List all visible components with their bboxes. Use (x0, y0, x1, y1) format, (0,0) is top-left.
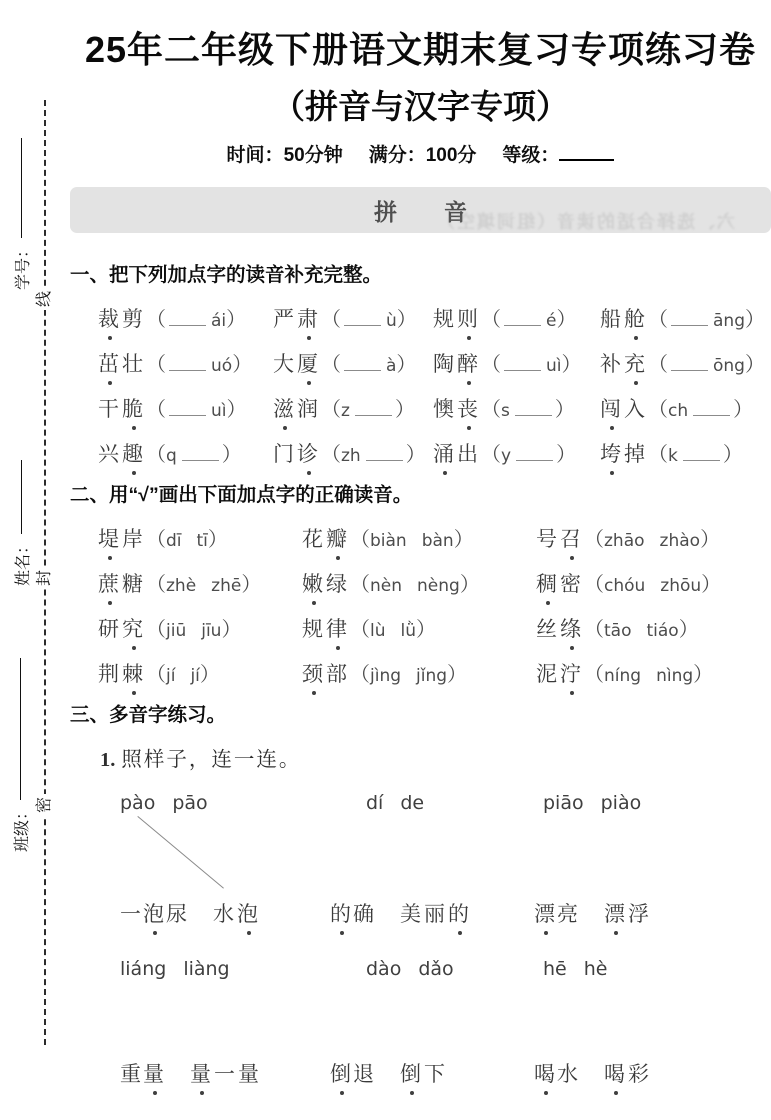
pinyin-answer-group: （zh ） (321, 444, 426, 466)
pinyin-initial: z (341, 401, 350, 421)
char: 部 (326, 661, 350, 686)
seal-char-mi: 密 (34, 794, 56, 816)
word (302, 613, 350, 643)
pinyin-answer-group: （ ōng） (648, 354, 765, 376)
dotted-char: 量 (190, 1058, 214, 1088)
pinyin-option: pào (120, 792, 156, 814)
word (120, 1062, 166, 1086)
seal-char-xian: 线 (34, 288, 56, 310)
section-banner (70, 187, 771, 233)
word (302, 523, 350, 553)
char: 密 (560, 571, 584, 596)
pinyin-fill-item (600, 385, 771, 430)
word (600, 393, 648, 423)
pinyin-option: nèn (370, 576, 403, 596)
word (330, 1062, 376, 1086)
pinyin-answer-group: （ āng） (648, 309, 765, 331)
section-one-grid (70, 295, 771, 475)
pinyin-option: lù (370, 621, 386, 641)
section-two-heading: 二、用“√”画出下面加点字的正确读音。 (70, 484, 413, 506)
pinyin-final: é (546, 311, 557, 331)
char: 美 (400, 902, 424, 926)
char: 兴 (98, 441, 122, 466)
section-two-grid (70, 515, 771, 695)
student-id-field (10, 120, 32, 290)
pinyin-choice-item (98, 560, 302, 605)
pinyin-choice-item (536, 650, 771, 695)
student-id-blank (21, 138, 22, 238)
pinyin-fill-item (433, 430, 600, 475)
class-field (9, 640, 31, 852)
word (98, 303, 146, 333)
word (273, 393, 321, 423)
pinyin-option: jìng (370, 666, 402, 686)
pinyin-initial: y (501, 446, 512, 466)
pinyin-fill-item (273, 295, 433, 340)
pinyin-option: dí (366, 792, 384, 814)
pinyin-choice-item (536, 605, 771, 650)
pinyin-option: jí (190, 666, 200, 686)
char: 绿 (326, 571, 350, 596)
dotted-char: 肃 (297, 303, 321, 333)
dotted-char: 滋 (273, 393, 297, 423)
pinyin-option: zhāo (604, 531, 645, 551)
pinyin-answer-group: （ uì） (146, 399, 247, 421)
char: 船 (600, 306, 624, 331)
seal-char-feng: 封 (34, 567, 56, 589)
char: 重 (120, 1062, 143, 1086)
word-pair (330, 1058, 448, 1088)
char: 水 (213, 902, 237, 926)
answer-blank (671, 313, 708, 326)
char: 岸 (122, 526, 146, 551)
pinyin-answer-group: （ ù） (321, 309, 417, 331)
dotted-char: 堤 (98, 523, 122, 553)
dotted-char: 绦 (560, 613, 584, 643)
dotted-char: 醉 (457, 348, 481, 378)
pinyin-choice-item (98, 515, 302, 560)
example-connector-line (137, 816, 224, 889)
pinyin-option: hē (543, 958, 567, 980)
answer-blank (693, 403, 730, 416)
dotted-char: 则 (457, 303, 481, 333)
pinyin-option: tiáo (646, 621, 679, 641)
dotted-char: 脆 (122, 393, 146, 423)
word (600, 348, 648, 378)
pinyin-option: zhē (211, 576, 242, 596)
pinyin-fill-item (98, 295, 273, 340)
pinyin-option: tī (196, 531, 208, 551)
word (302, 658, 350, 688)
pinyin-options-group: （tāo tiáo） (584, 619, 699, 641)
char: 大 (273, 351, 297, 376)
word (534, 1062, 580, 1086)
grade-blank (559, 157, 614, 161)
pinyin-options-group: （níng nìng） (584, 664, 714, 686)
dotted-char: 律 (326, 613, 350, 643)
dotted-char: 瓣 (326, 523, 350, 553)
word (273, 438, 321, 468)
char: 量 (238, 1062, 262, 1086)
char: 水 (557, 1062, 580, 1086)
char: 润 (297, 396, 321, 421)
pinyin-options-group: （zhāo zhào） (584, 529, 721, 551)
dotted-char: 涌 (433, 438, 457, 468)
pinyin-option: pāo (172, 792, 208, 814)
dotted-char: 究 (122, 613, 146, 643)
pinyin-option: liáng (120, 958, 167, 980)
pinyin-pair (120, 792, 208, 814)
char: 出 (457, 441, 481, 466)
word (98, 438, 146, 468)
dotted-char: 舱 (624, 303, 648, 333)
word-pair (120, 898, 261, 928)
char: 研 (98, 616, 122, 641)
pinyin-option: hè (583, 958, 608, 980)
pinyin-fill-item (273, 385, 433, 430)
subtask-label: 照样子，连一连。 (121, 749, 302, 771)
char: 一 (214, 1062, 238, 1086)
char: 掉 (624, 441, 648, 466)
word (213, 902, 261, 926)
pinyin-pair (366, 958, 454, 980)
word (400, 902, 472, 926)
pinyin-fill-item (98, 430, 273, 475)
pinyin-option: tāo (604, 621, 632, 641)
dotted-char: 的 (330, 898, 353, 928)
char: 严 (273, 306, 297, 331)
answer-blank (182, 448, 219, 461)
pinyin-option: zhè (166, 576, 197, 596)
char: 浮 (628, 902, 652, 926)
word (98, 348, 146, 378)
exam-info-line (70, 140, 771, 167)
pinyin-final: uì (546, 356, 562, 376)
section-one-heading: 一、把下列加点字的读音补充完整。 (70, 264, 383, 286)
dotted-char: 垮 (600, 438, 624, 468)
answer-blank (671, 358, 708, 371)
answer-blank (344, 358, 381, 371)
pinyin-final: āng (713, 311, 745, 331)
dotted-char: 茁 (98, 348, 122, 378)
dotted-char: 充 (624, 348, 648, 378)
word (536, 523, 584, 553)
pinyin-option: níng (604, 666, 642, 686)
dotted-char: 嫩 (302, 568, 326, 598)
pinyin-initial: k (668, 446, 678, 466)
char: 泥 (536, 661, 560, 686)
pinyin-answer-group: （k ） (648, 444, 743, 466)
answer-blank (515, 403, 552, 416)
word (98, 658, 146, 688)
banner-label: 拼 音 (374, 198, 479, 225)
word (433, 438, 481, 468)
pinyin-option: liàng (183, 958, 230, 980)
char: 一 (120, 902, 143, 926)
pinyin-options-group: （chóu zhōu） (584, 574, 722, 596)
grade-info: 等级： (502, 140, 614, 167)
pinyin-answer-group: （y ） (481, 444, 577, 466)
pinyin-fill-item (98, 340, 273, 385)
pinyin-option: jiū (166, 621, 187, 641)
pinyin-answer-group: （ uó） (146, 354, 253, 376)
dotted-char: 颈 (302, 658, 326, 688)
char: 彩 (628, 1062, 652, 1086)
word (120, 902, 189, 926)
word (600, 303, 648, 333)
word (604, 1062, 652, 1086)
answer-blank (355, 403, 392, 416)
char: 下 (424, 1062, 448, 1086)
dotted-char: 厦 (297, 348, 321, 378)
answer-blank (169, 313, 206, 326)
pinyin-option: piào (600, 792, 642, 814)
pinyin-final: uì (211, 401, 227, 421)
char: 亮 (557, 902, 580, 926)
pinyin-option: chóu (604, 576, 646, 596)
pinyin-pair (366, 792, 424, 814)
word (536, 568, 584, 598)
answer-blank (169, 403, 206, 416)
pinyin-answer-group: （ à） (321, 354, 417, 376)
name-label: 姓名： (14, 537, 32, 586)
char: 补 (600, 351, 624, 376)
showthrough-ghost-text: 六、选择合适的读音（组词填空） (434, 212, 735, 232)
word (604, 902, 652, 926)
pinyin-fill-item (98, 385, 273, 430)
dotted-char: 喝 (534, 1058, 557, 1088)
subtask-number: 1. (100, 749, 116, 771)
subtask-heading (70, 742, 771, 772)
pinyin-answer-group: （q ） (146, 444, 242, 466)
answer-blank (504, 313, 541, 326)
pinyin-initial: s (501, 401, 510, 421)
name-blank (21, 460, 22, 534)
pinyin-fill-item (433, 340, 600, 385)
pinyin-choice-item (98, 605, 302, 650)
section-three-heading: 三、多音字练习。 (70, 704, 227, 726)
pinyin-answer-group: （z ） (321, 399, 415, 421)
pinyin-initial: zh (341, 446, 361, 466)
pinyin-final: ù (386, 311, 397, 331)
pinyin-fill-item (433, 295, 600, 340)
pinyin-fill-item (273, 430, 433, 475)
char: 懊 (433, 396, 457, 421)
page-title: 25年二年级下册语文期末复习专项练习卷 (84, 29, 757, 70)
dotted-char: 趣 (122, 438, 146, 468)
word-pair (534, 1058, 652, 1088)
pinyin-answer-group: （ uì） (481, 354, 582, 376)
dotted-char: 倒 (330, 1058, 353, 1088)
answer-blank (516, 448, 553, 461)
pinyin-final: à (386, 356, 397, 376)
pinyin-pair (543, 958, 607, 980)
student-id-label: 学号： (14, 241, 32, 290)
matching-area (70, 786, 771, 1120)
dotted-char: 漂 (604, 898, 628, 928)
pinyin-choice-item (302, 515, 536, 560)
word (273, 303, 321, 333)
pinyin-options-group: （biàn bàn） (350, 529, 474, 551)
char: 规 (302, 616, 326, 641)
word-pair (534, 898, 652, 928)
dotted-char: 闯 (600, 393, 624, 423)
answer-blank (169, 358, 206, 371)
dotted-char: 泞 (560, 658, 584, 688)
class-label: 班级： (13, 803, 31, 852)
char: 入 (624, 396, 648, 421)
answer-blank (366, 448, 403, 461)
pinyin-initial: q (166, 446, 177, 466)
pinyin-option: biàn (370, 531, 407, 551)
pinyin-option: bàn (421, 531, 454, 551)
pinyin-options-group: （nèn nèng） (350, 574, 480, 596)
pinyin-choice-item (302, 605, 536, 650)
char: 尿 (166, 902, 189, 926)
char: 号 (536, 526, 560, 551)
pinyin-fill-item (600, 430, 771, 475)
word (534, 902, 580, 926)
char: 壮 (122, 351, 146, 376)
pinyin-choice-item (536, 560, 771, 605)
pinyin-answer-group: （ch ） (648, 399, 754, 421)
pinyin-initial: ch (668, 401, 689, 421)
dotted-char: 棘 (122, 658, 146, 688)
dotted-char: 喝 (604, 1058, 628, 1088)
word (98, 393, 146, 423)
word (536, 613, 584, 643)
answer-blank (504, 358, 541, 371)
dotted-char: 稠 (536, 568, 560, 598)
char: 规 (433, 306, 457, 331)
pinyin-option: nèng (417, 576, 460, 596)
pinyin-fill-item (600, 295, 771, 340)
word (302, 568, 350, 598)
pinyin-option: jǐng (416, 666, 448, 686)
dotted-char: 的 (448, 898, 472, 928)
pinyin-final: ōng (713, 356, 745, 376)
char: 陶 (433, 351, 457, 376)
pinyin-fill-item (433, 385, 600, 430)
word (273, 348, 321, 378)
dotted-char: 漂 (534, 898, 557, 928)
pinyin-choice-item (302, 650, 536, 695)
word (330, 902, 376, 926)
pinyin-choice-item (98, 650, 302, 695)
full-score-info: 满分：100分 (368, 145, 477, 166)
pinyin-fill-item (600, 340, 771, 385)
pinyin-answer-group: （s ） (481, 399, 575, 421)
name-field (10, 444, 32, 586)
time-info: 时间：50分钟 (226, 145, 343, 166)
char: 丽 (424, 902, 448, 926)
pinyin-answer-group: （ é） (481, 309, 577, 331)
pinyin-options-group: （jiū jīu） (146, 619, 242, 641)
word (98, 523, 146, 553)
dotted-char: 倒 (400, 1058, 424, 1088)
answer-blank (683, 448, 720, 461)
pinyin-fill-item (273, 340, 433, 385)
word-pair (330, 898, 472, 928)
char: 门 (273, 441, 297, 466)
pinyin-option: jí (166, 666, 176, 686)
char: 丝 (536, 616, 560, 641)
pinyin-choice-item (302, 560, 536, 605)
class-blank (20, 658, 21, 800)
pinyin-option: zhào (659, 531, 701, 551)
answer-blank (344, 313, 381, 326)
word (433, 348, 481, 378)
pinyin-option: dǎo (418, 958, 454, 980)
dotted-char: 召 (560, 523, 584, 553)
pinyin-pair (543, 792, 641, 814)
dotted-char: 丧 (457, 393, 481, 423)
pinyin-option: nìng (656, 666, 694, 686)
dotted-char: 裁 (98, 303, 122, 333)
word (536, 658, 584, 688)
dotted-char: 泡 (143, 898, 166, 928)
pinyin-final: uó (211, 356, 233, 376)
pinyin-options-group: （dī tī） (146, 529, 228, 551)
pinyin-answer-group: （ ái） (146, 309, 247, 331)
pinyin-option: zhōu (660, 576, 702, 596)
dotted-char: 诊 (297, 438, 321, 468)
word (600, 438, 648, 468)
pinyin-option: jīu (201, 621, 222, 641)
word (400, 1062, 448, 1086)
dotted-char: 泡 (237, 898, 261, 928)
pinyin-option: de (400, 792, 425, 814)
pinyin-pair (120, 958, 230, 980)
char: 剪 (122, 306, 146, 331)
char: 退 (353, 1062, 376, 1086)
pinyin-choice-item (536, 515, 771, 560)
pinyin-final: ái (211, 311, 227, 331)
pinyin-options-group: （jìng jǐng） (350, 664, 468, 686)
char: 确 (353, 902, 376, 926)
char: 干 (98, 396, 122, 421)
word (190, 1062, 262, 1086)
word (433, 393, 481, 423)
char: 荆 (98, 661, 122, 686)
pinyin-option: lǜ (400, 621, 416, 641)
word-pair (120, 1058, 262, 1088)
dotted-char: 蔗 (98, 568, 122, 598)
pinyin-option: dī (166, 531, 182, 551)
char: 花 (302, 526, 326, 551)
pinyin-option: dào (366, 958, 402, 980)
word (433, 303, 481, 333)
main-content (70, 0, 771, 1120)
pinyin-option: piāo (543, 792, 584, 814)
word (98, 613, 146, 643)
pinyin-options-group: （lù lǜ） (350, 619, 436, 641)
char: 糖 (122, 571, 146, 596)
pinyin-options-group: （jí jí） (146, 664, 220, 686)
page-subtitle: （拼音与汉字专项） (272, 88, 569, 125)
pinyin-options-group: （zhè zhē） (146, 574, 262, 596)
word (98, 568, 146, 598)
dotted-char: 量 (143, 1058, 166, 1088)
